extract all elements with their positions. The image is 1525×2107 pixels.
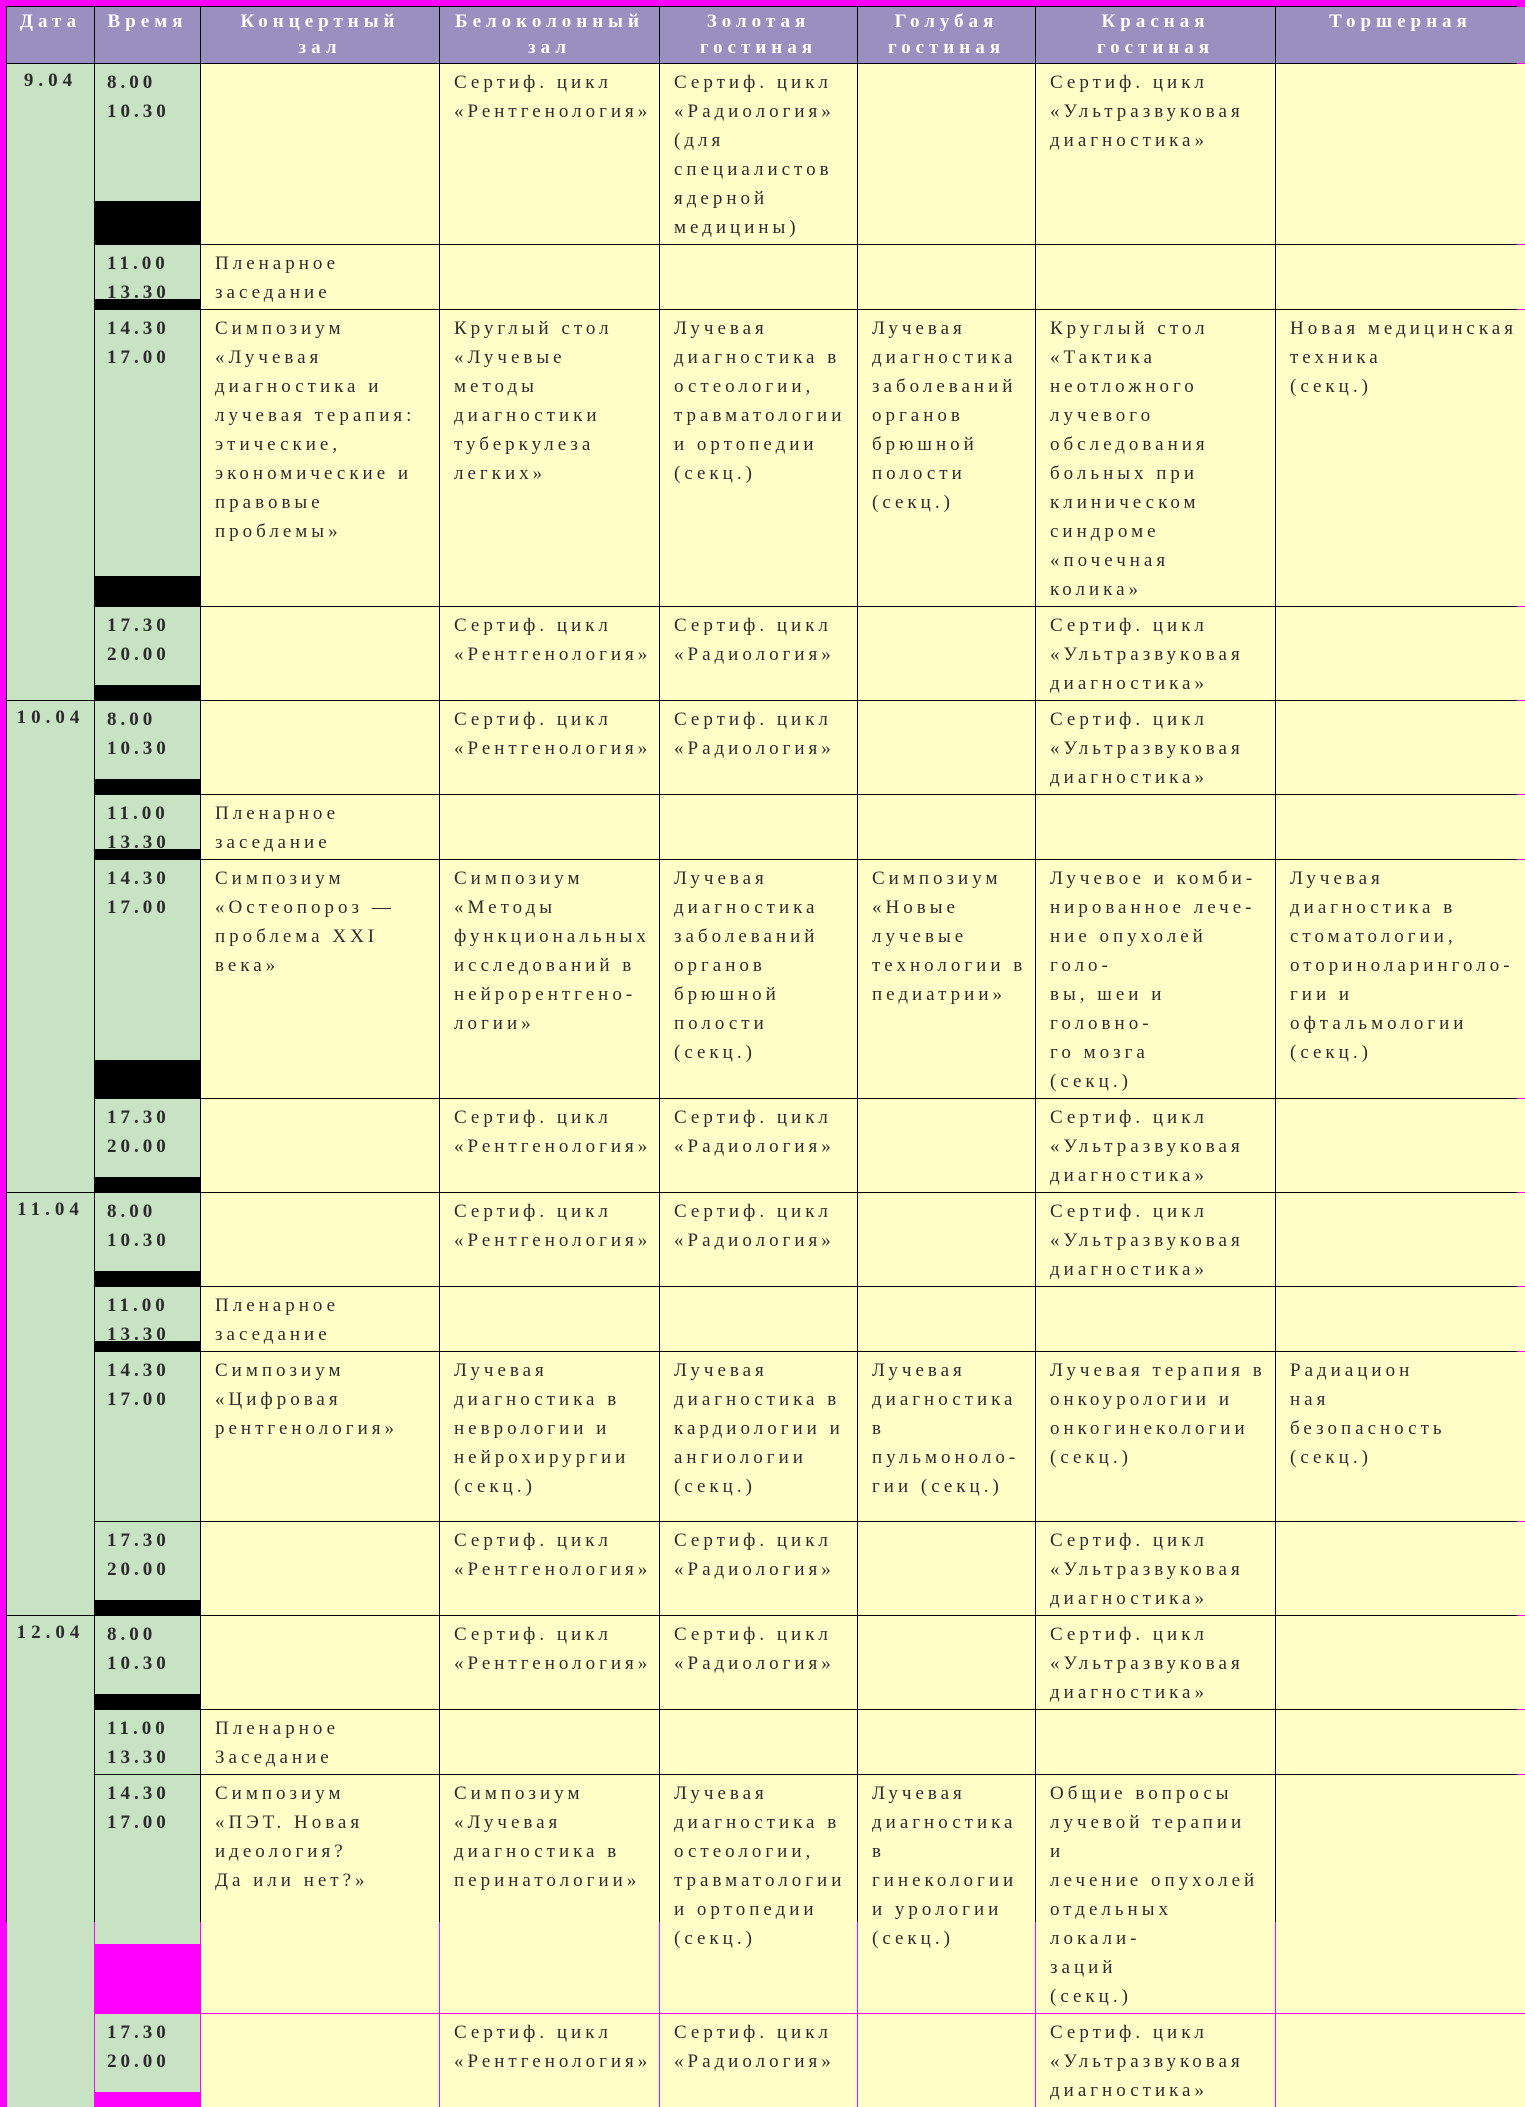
date-cell: 9.04 <box>7 64 94 700</box>
session-cell: Пленарное Заседание <box>201 1710 439 1774</box>
session-cell <box>201 2014 439 2107</box>
header-concert-hall: Концертный зал <box>201 7 439 63</box>
session-cell: Лучевое и комби- нированное лече- ние опухолей голо- вы, шеи и головно- го мозга (секц.) <box>1036 860 1275 1098</box>
session-cell: Общие вопросы лучевой терапии и лечение опухолей отдельных локали- заций (секц.) <box>1036 1775 1275 2013</box>
session-cell <box>858 64 1035 244</box>
session-cell: Симпозиум «Остеопороз — проблема XXI века» <box>201 860 439 1098</box>
session-cell <box>1036 795 1275 859</box>
session-cell: Сертиф. цикл «Радиология» <box>660 607 857 700</box>
session-cell <box>201 701 439 794</box>
session-cell <box>660 1710 857 1774</box>
time-cell: 17.30 20.00 <box>95 607 200 685</box>
session-cell: Круглый стол «Тактика неотложного лучевого обследования больных при клиническом синдроме «почечная колика» <box>1036 310 1275 606</box>
session-cell <box>201 1522 439 1615</box>
date-cell: 11.04 <box>7 1193 94 1615</box>
session-cell: Сертиф. цикл «Ультразвуковая диагностика» <box>1036 607 1275 700</box>
session-cell <box>1276 1522 1525 1615</box>
session-cell: Сертиф. цикл «Ультразвуковая диагностика» <box>1036 1193 1275 1286</box>
session-cell: Сертиф. цикл «Рентгенология» <box>440 2014 659 2107</box>
session-cell: Сертиф. цикл «Рентгенология» <box>440 701 659 794</box>
session-cell: Сертиф. цикл «Рентгенология» <box>440 1522 659 1615</box>
session-cell: Лучевая диагностика заболеваний органов брюшной полости (секц.) <box>858 310 1035 606</box>
header-time: Время <box>95 7 200 63</box>
session-cell: Сертиф. цикл «Радиология» <box>660 1193 857 1286</box>
session-cell <box>201 1193 439 1286</box>
session-cell: Пленарное заседание <box>201 1287 439 1351</box>
session-cell: Сертиф. цикл «Рентгенология» <box>440 1193 659 1286</box>
schedule-table <box>6 6 1517 2101</box>
session-cell <box>1276 1099 1525 1192</box>
session-cell: Пленарное заседание <box>201 795 439 859</box>
session-cell <box>858 1616 1035 1709</box>
session-cell <box>1276 1710 1525 1774</box>
session-cell <box>1276 795 1525 859</box>
time-cell: 14.30 17.00 <box>95 310 200 576</box>
time-cell: 14.30 17.00 <box>95 860 200 1060</box>
session-cell <box>1276 245 1525 309</box>
time-cell: 11.00 13.30 <box>95 1710 200 1774</box>
time-cell: 11.00 13.30 <box>95 795 200 849</box>
session-cell <box>660 795 857 859</box>
session-cell <box>660 245 857 309</box>
session-cell: Лучевая диагностика заболеваний органов брюшной полости (секц.) <box>660 860 857 1098</box>
time-cell: 14.30 17.00 <box>95 1352 200 1521</box>
time-cell: 11.00 13.30 <box>95 245 200 299</box>
session-cell: Сертиф. цикл «Ультразвуковая диагностика» <box>1036 64 1275 244</box>
time-cell: 17.30 20.00 <box>95 1522 200 1600</box>
session-cell: Сертиф. цикл «Радиология» <box>660 1522 857 1615</box>
session-cell: Сертиф. цикл «Ультразвуковая диагностика» <box>1036 1616 1275 1709</box>
session-cell: Симпозиум «Лучевая диагностика и лучевая терапия: этические, экономические и правовые проблемы» <box>201 310 439 606</box>
session-cell: Лучевая диагностика в кардиологии и ангиологии (секц.) <box>660 1352 857 1521</box>
time-cell: 17.30 20.00 <box>95 2014 200 2092</box>
session-cell: Лучевая диагностика в остеологии, травматологии и ортопедии (секц.) <box>660 1775 857 2013</box>
time-cell: 8.00 10.30 <box>95 64 200 201</box>
date-cell: 10.04 <box>7 701 94 1192</box>
time-cell: 14.30 17.00 <box>95 1775 200 1944</box>
session-cell: Сертиф. цикл «Радиология» <box>660 701 857 794</box>
session-cell <box>1036 1287 1275 1351</box>
session-cell <box>1276 2014 1525 2107</box>
session-cell: Сертиф. цикл «Рентгенология» <box>440 1616 659 1709</box>
session-cell <box>1276 1775 1525 2013</box>
session-cell: Пленарное заседание <box>201 245 439 309</box>
session-cell <box>440 1710 659 1774</box>
time-cell: 8.00 10.30 <box>95 1616 200 1694</box>
session-cell <box>1036 245 1275 309</box>
session-cell: Радиацион ная безопасность (секц.) <box>1276 1352 1525 1521</box>
session-cell: Симпозиум «Цифровая рентгенология» <box>201 1352 439 1521</box>
session-cell <box>201 607 439 700</box>
time-cell: 11.00 13.30 <box>95 1287 200 1341</box>
session-cell <box>201 1616 439 1709</box>
session-cell <box>660 1287 857 1351</box>
session-cell <box>201 1099 439 1192</box>
session-cell <box>1276 1616 1525 1709</box>
session-cell: Лучевая диагностика в стоматологии, оториноларинголо- гии и офтальмологии (секц.) <box>1276 860 1525 1098</box>
session-cell: Круглый стол «Лучевые методы диагностики туберкулеза легких» <box>440 310 659 606</box>
session-cell <box>1276 64 1525 244</box>
session-cell: Сертиф. цикл «Ультразвуковая диагностика» <box>1036 2014 1275 2107</box>
session-cell <box>858 1522 1035 1615</box>
session-cell <box>858 795 1035 859</box>
session-cell: Симпозиум «Лучевая диагностика в перинатологии» <box>440 1775 659 2013</box>
session-cell: Лучевая терапия в онкоурологии и онкогинекологии (секц.) <box>1036 1352 1275 1521</box>
session-cell <box>858 2014 1035 2107</box>
session-cell: Новая медицинская техника (секц.) <box>1276 310 1525 606</box>
header-lamp-room: Торшерная <box>1276 7 1525 63</box>
header-blue-room: Голубая гостиная <box>858 7 1035 63</box>
session-cell: Сертиф. цикл «Рентгенология» <box>440 64 659 244</box>
header-column-hall: Белоколонный зал <box>440 7 659 63</box>
session-cell <box>858 245 1035 309</box>
session-cell <box>858 1193 1035 1286</box>
session-cell: Лучевая диагностика в гинекологии и урологии (секц.) <box>858 1775 1035 2013</box>
session-cell <box>858 701 1035 794</box>
session-cell <box>858 1287 1035 1351</box>
session-cell <box>1036 1710 1275 1774</box>
session-cell: Лучевая диагностика в остеологии, травматологии и ортопедии (секц.) <box>660 310 857 606</box>
session-cell: Симпозиум «Методы функциональных исследований в нейрорентгено- логии» <box>440 860 659 1098</box>
time-cell: 17.30 20.00 <box>95 1099 200 1177</box>
session-cell <box>1276 607 1525 700</box>
session-cell: Сертиф. цикл «Радиология» <box>660 2014 857 2107</box>
session-cell: Лучевая диагностика в пульмоноло- гии (секц.) <box>858 1352 1035 1521</box>
session-cell <box>858 607 1035 700</box>
session-cell: Симпозиум «ПЭТ. Новая идеология? Да или нет?» <box>201 1775 439 2013</box>
time-cell: 8.00 10.30 <box>95 701 200 779</box>
session-cell: Сертиф. цикл «Радиология» <box>660 1099 857 1192</box>
session-cell <box>440 795 659 859</box>
header-red-room: Красная гостиная <box>1036 7 1275 63</box>
session-cell: Сертиф. цикл «Ультразвуковая диагностика» <box>1036 1522 1275 1615</box>
session-cell: Сертиф. цикл «Радиология» <box>660 1616 857 1709</box>
session-cell <box>201 64 439 244</box>
header-golden-room: Золотая гостиная <box>660 7 857 63</box>
session-cell <box>440 1287 659 1351</box>
session-cell <box>1276 1287 1525 1351</box>
session-cell <box>440 245 659 309</box>
session-cell <box>858 1099 1035 1192</box>
date-cell: 12.04 <box>7 1616 94 2107</box>
session-cell: Сертиф. цикл «Рентгенология» <box>440 607 659 700</box>
session-cell <box>1276 701 1525 794</box>
session-cell <box>1276 1193 1525 1286</box>
session-cell: Симпозиум «Новые лучевые технологии в педиатрии» <box>858 860 1035 1098</box>
header-date: Дата <box>7 7 94 63</box>
session-cell: Сертиф. цикл «Рентгенология» <box>440 1099 659 1192</box>
time-cell: 8.00 10.30 <box>95 1193 200 1271</box>
session-cell: Лучевая диагностика в неврологии и нейрохирургии (секц.) <box>440 1352 659 1521</box>
session-cell: Сертиф. цикл «Ультразвуковая диагностика» <box>1036 1099 1275 1192</box>
session-cell <box>858 1710 1035 1774</box>
session-cell: Сертиф. цикл «Ультразвуковая диагностика» <box>1036 701 1275 794</box>
session-cell: Сертиф. цикл «Радиология» (для специалистов ядерной медицины) <box>660 64 857 244</box>
